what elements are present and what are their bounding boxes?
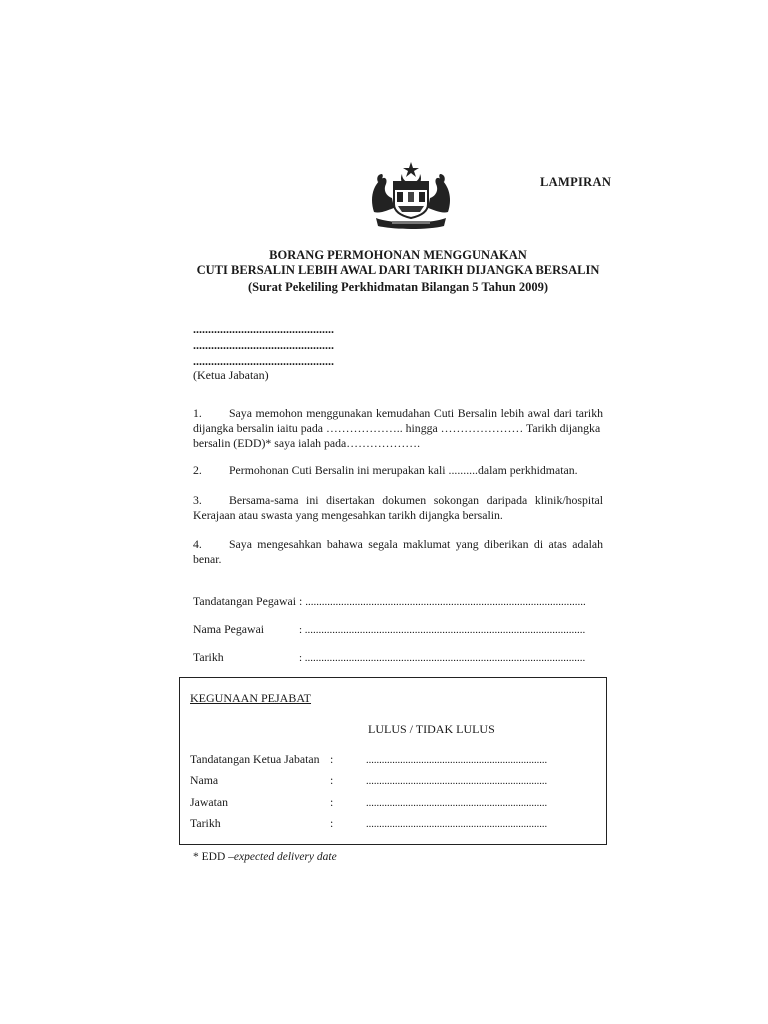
- head-date-field[interactable]: .....................................................................: [366, 819, 548, 830]
- lampiran-label: LAMPIRAN: [540, 175, 612, 189]
- paragraph-2: [193, 463, 578, 478]
- paragraph-4-line-2: benar.: [193, 552, 222, 566]
- paragraph-1-text-1: Saya memohon menggunakan kemudahan Cuti Bersalin lebih awal dari tarikh: [229, 406, 603, 420]
- paragraph-1-line-1: [193, 406, 603, 421]
- officer-name-row: [193, 622, 585, 637]
- officer-signature-label: Tandatangan Pegawai :: [193, 594, 303, 608]
- paragraph-4-line-1: [193, 537, 603, 552]
- paragraph-3-line-2: Kerajaan atau swasta yang mengesahkan tarikh dijangka bersalin.: [193, 508, 503, 522]
- head-name-row: [190, 773, 547, 788]
- head-name-colon: :: [330, 773, 334, 787]
- address-line-3: ...............................................: [193, 354, 334, 368]
- paragraph-3-line-1: [193, 493, 603, 508]
- head-position-colon: :: [330, 795, 334, 809]
- address-line-2: ...............................................: [193, 338, 334, 352]
- head-position-row: [190, 795, 547, 810]
- coat-of-arms-icon: [366, 160, 456, 230]
- paragraph-2-number: 2.: [193, 463, 202, 477]
- officer-date-field[interactable]: : ......................................................................................................: [299, 652, 586, 664]
- form-title-reference: (Surat Pekeliling Perkhidmatan Bilangan 5 Tahun 2009): [247, 280, 549, 294]
- officer-date-row: [193, 650, 585, 665]
- paragraph-1-line-2: dijangka bersalin iaitu pada ……………….. hingga ………………… Tarikh dijangka: [193, 421, 601, 435]
- form-title-line1: BORANG PERMOHONAN MENGGUNAKAN: [269, 248, 527, 262]
- paragraph-3: [193, 493, 603, 523]
- officer-name-label: Nama Pegawai: [193, 622, 265, 636]
- head-signature-label: Tandatangan Ketua Jabatan: [190, 752, 320, 766]
- office-use-title: KEGUNAAN PEJABAT: [190, 691, 312, 705]
- footnote: [193, 851, 337, 863]
- form-title-line2: CUTI BERSALIN LEBIH AWAL DARI TARIKH DIJANGKA BERSALIN: [196, 263, 600, 277]
- head-position-field[interactable]: .....................................................................: [366, 798, 548, 809]
- officer-signature-row: [193, 594, 586, 609]
- paragraph-4-text-1: Saya mengesahkan bahawa segala maklumat yang diberikan di atas adalah: [229, 537, 603, 551]
- paragraph-1-number: 1.: [193, 406, 202, 420]
- head-date-label: Tarikh: [190, 816, 221, 830]
- head-signature-field[interactable]: .....................................................................: [366, 755, 548, 766]
- officer-signature-field[interactable]: ......................................................................................................: [305, 596, 586, 608]
- head-date-colon: :: [330, 816, 334, 830]
- paragraph-4-number: 4.: [193, 537, 202, 551]
- head-date-row: [190, 816, 547, 831]
- paragraph-1-line-3: bersalin (EDD)* saya ialah pada……………….: [193, 436, 421, 450]
- officer-name-field[interactable]: : ......................................................................................................: [299, 624, 586, 636]
- address-line-1: ...............................................: [193, 322, 334, 336]
- footnote-definition: expected delivery date: [233, 851, 337, 863]
- paragraph-4: [193, 537, 603, 567]
- head-signature-row: [190, 752, 547, 767]
- head-signature-colon: :: [330, 752, 334, 766]
- paragraph-3-number: 3.: [193, 493, 202, 507]
- paragraph-3-text-1: Bersama-sama ini disertakan dokumen sokongan daripada klinik/hospital: [229, 493, 603, 507]
- head-name-field[interactable]: .....................................................................: [366, 776, 548, 787]
- officer-date-label: Tarikh: [193, 650, 224, 664]
- paragraph-2-text: Permohonan Cuti Bersalin ini merupakan kali ..........dalam perkhidmatan.: [229, 463, 578, 477]
- office-use-box: [179, 677, 607, 845]
- recipient-label: (Ketua Jabatan): [193, 368, 269, 382]
- paragraph-1: [193, 406, 603, 451]
- approval-status[interactable]: LULUS / TIDAK LULUS: [368, 722, 495, 736]
- head-position-label: Jawatan: [190, 795, 228, 809]
- footnote-prefix: * EDD –: [193, 851, 234, 863]
- head-name-label: Nama: [190, 773, 219, 787]
